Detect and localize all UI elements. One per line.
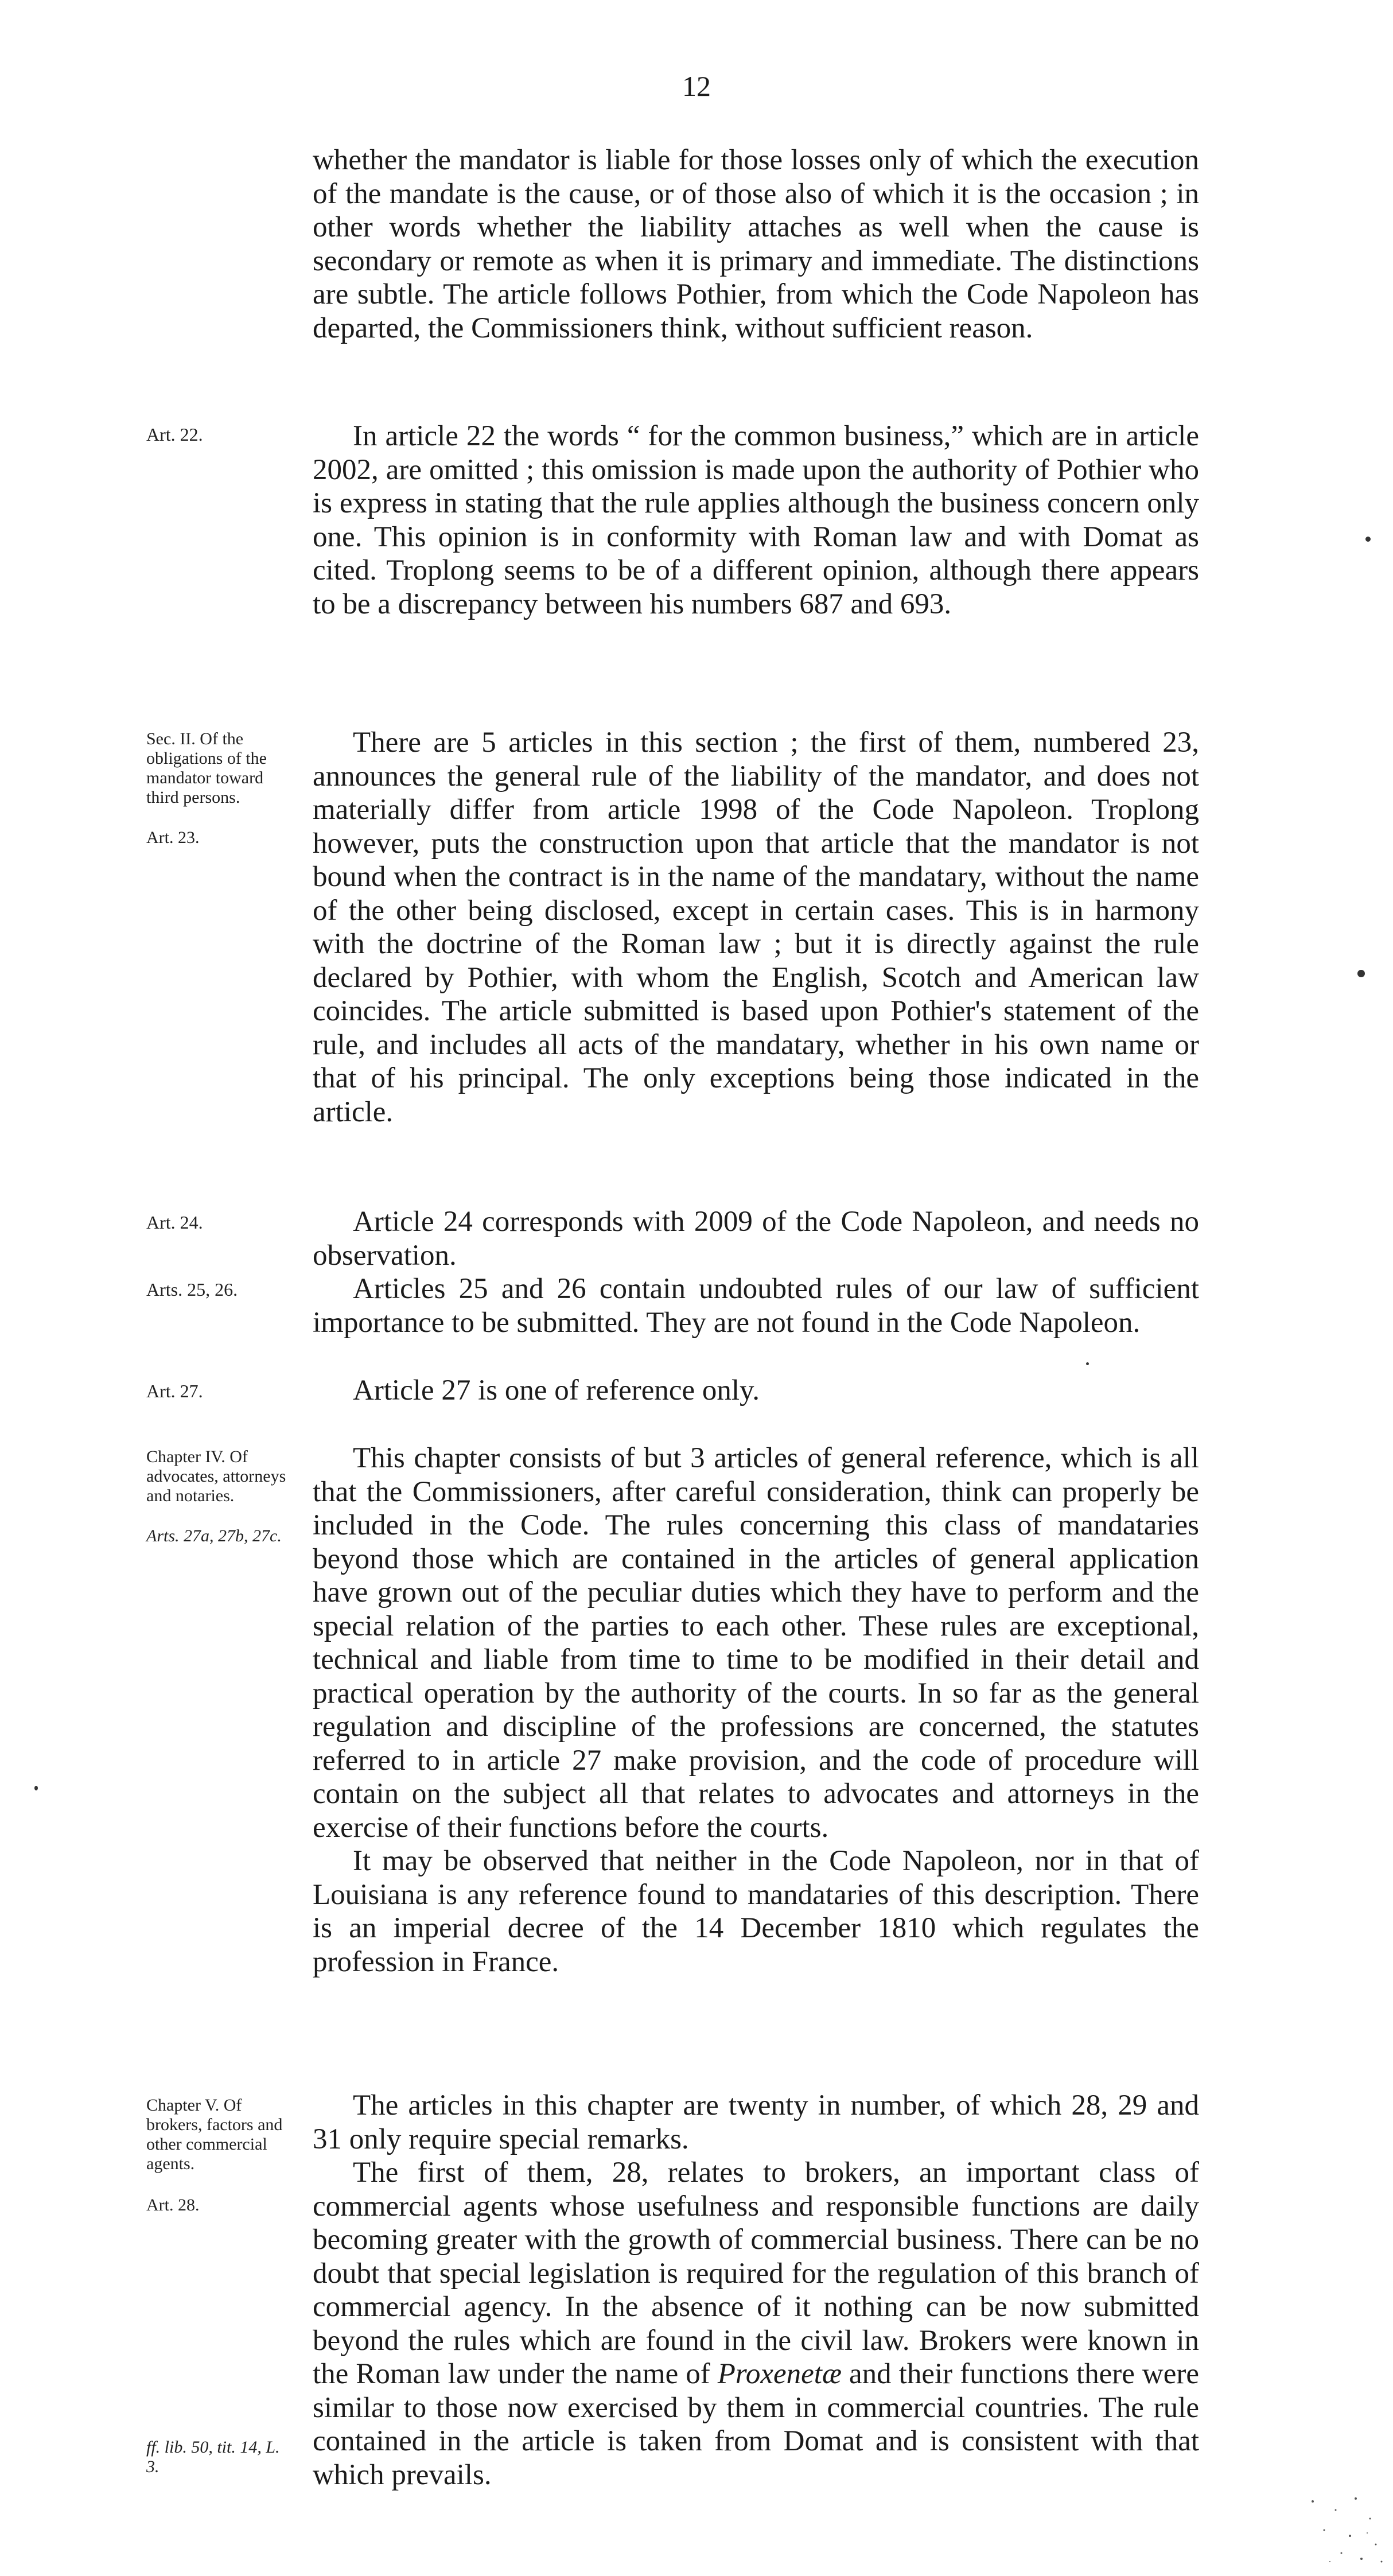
margin-note: Arts. 25, 26.	[146, 1279, 238, 1300]
body-text	[313, 726, 1199, 1129]
page-number: 12	[682, 70, 711, 102]
paragraph: This chapter consists of but 3 articles of general reference, which is all that the Commissioners, after careful consideration, think can properly be included in the Code. The rules concerning this class of mandataries beyond those which are contained in the articles of general application have grown out of the peculiar duties which they have to perform and the special relation of the parties to each other. These rules are exceptional, technical and liable from time to time to be modified in their detail and practical operation by the authority of the courts. In so far as the general regulation and discipline of the professions are concerned, the statutes referred to in article 27 make provision, and the code of procedure will contain on the subject all that relates to advocates and attorneys in the exercise of their functions before the courts.	[313, 1442, 1199, 1844]
margin-note: Art. 23.	[146, 828, 200, 847]
scan-speck	[34, 1786, 38, 1790]
margin-note: Art. 27.	[146, 1381, 203, 1401]
margin-note: Art. 28.	[146, 2196, 200, 2214]
paragraph: The articles in this chapter are twenty in number, of which 28, 29 and 31 only require special remarks.	[313, 2089, 1199, 2155]
margin-note-reference: ff. lib. 50, tit. 14, L. 3.	[146, 2438, 280, 2476]
paragraph: In article 22 the words “ for the common business,” which are in article 2002, are omitted ; this omission is made upon the authority of Pothier who is express in stating that the rule applies although the business concern only one. This opinion is in conformity with Roman law and with Domat as cited. Troplong seems to be of a different opinion, although there appears to be a discrepancy between his numbers 687 and 693.	[313, 420, 1199, 620]
margin-note: Art. 22.	[146, 424, 203, 445]
scan-speck	[1357, 970, 1365, 977]
body-text	[313, 419, 1199, 621]
paragraph: There are 5 articles in this section ; the first of them, numbered 23, announces the general rule of the liability of the mandator, and does not materially differ from article 1998 of the Code Napoleon. Troplong however, puts the construction upon that article that the mandator is not bound when the contract is in the name of the mandatary, without the name of the other being disclosed, except in certain cases. This is in harmony with the doctrine of the Roman law ; but it is directly against the rule declared by Pothier, with whom the English, Scotch and American law coincides. The article submitted is based upon Pothier's statement of the rule, and includes all acts of the mandatary, whether in his own name or that of his principal. The only exceptions being those indicated in the article.	[313, 726, 1199, 1128]
body-text	[313, 1205, 1199, 1272]
margin-note: Arts. 27a, 27b, 27c.	[146, 1526, 282, 1545]
paragraph: Articles 25 and 26 contain undoubted rules of our law of sufficient importance to be submitted. They are not found in the Code Napoleon.	[313, 1273, 1199, 1339]
margin-note: Chapter IV. Of advocates, attorneys and notaries.	[146, 1447, 286, 1505]
scan-speck	[1086, 1362, 1089, 1365]
body-text	[313, 1442, 1199, 1979]
paragraph: It may be observed that neither in the Code Napoleon, nor in that of Louisiana is any reference found to mandataries of this description. There is an imperial decree of the 14 December 1810 which regulates the profession in France.	[313, 1845, 1199, 1978]
paragraph: Article 24 corresponds with 2009 of the Code Napoleon, and needs no observation.	[313, 1206, 1199, 1272]
margin-note: Sec. II. Of the obligations of the mandator toward third persons.	[146, 729, 267, 807]
paragraph: whether the mandator is liable for those losses only of which the execution of the mandate is the cause, or of those also of which it is the occasion ; in other words whether the liability attaches as well when the cause is secondary or remote as when it is primary and immediate. The distinctions are subtle. The article follows Pothier, from which the Code Napoleon has departed, the Commissioners think, without sufficient reason.	[313, 144, 1199, 344]
margin-note: Art. 24.	[146, 1212, 203, 1233]
scan-noise	[1301, 2490, 1387, 2570]
paragraph: Article 27 is one of reference only.	[353, 1374, 760, 1406]
body-text	[313, 2089, 1199, 2492]
paragraph: The first of them, 28, relates to brokers, an important class of commercial agents whose usefulness and responsible functions are daily becoming greater with the growth of commercial business. There can be no doubt that special legislation is required for the regulation of this branch of commercial agency. In the absence of it nothing can be now submitted beyond the rules which are found in the civil law. Brokers were known in the Roman law under the name of Proxenetæ and their functions there were similar to those now exercised by them in commercial countries. The rule contained in the article is taken from Domat and is consistent with that which prevails.	[313, 2157, 1199, 2491]
body-text	[313, 143, 1199, 345]
scan-speck	[1365, 537, 1371, 542]
body-text	[313, 1272, 1199, 1339]
latin-term: Proxenetæ	[717, 2358, 842, 2390]
margin-note: Chapter V. Of brokers, factors and other commercial agents.	[146, 2096, 283, 2173]
body-text	[313, 1374, 1199, 1408]
